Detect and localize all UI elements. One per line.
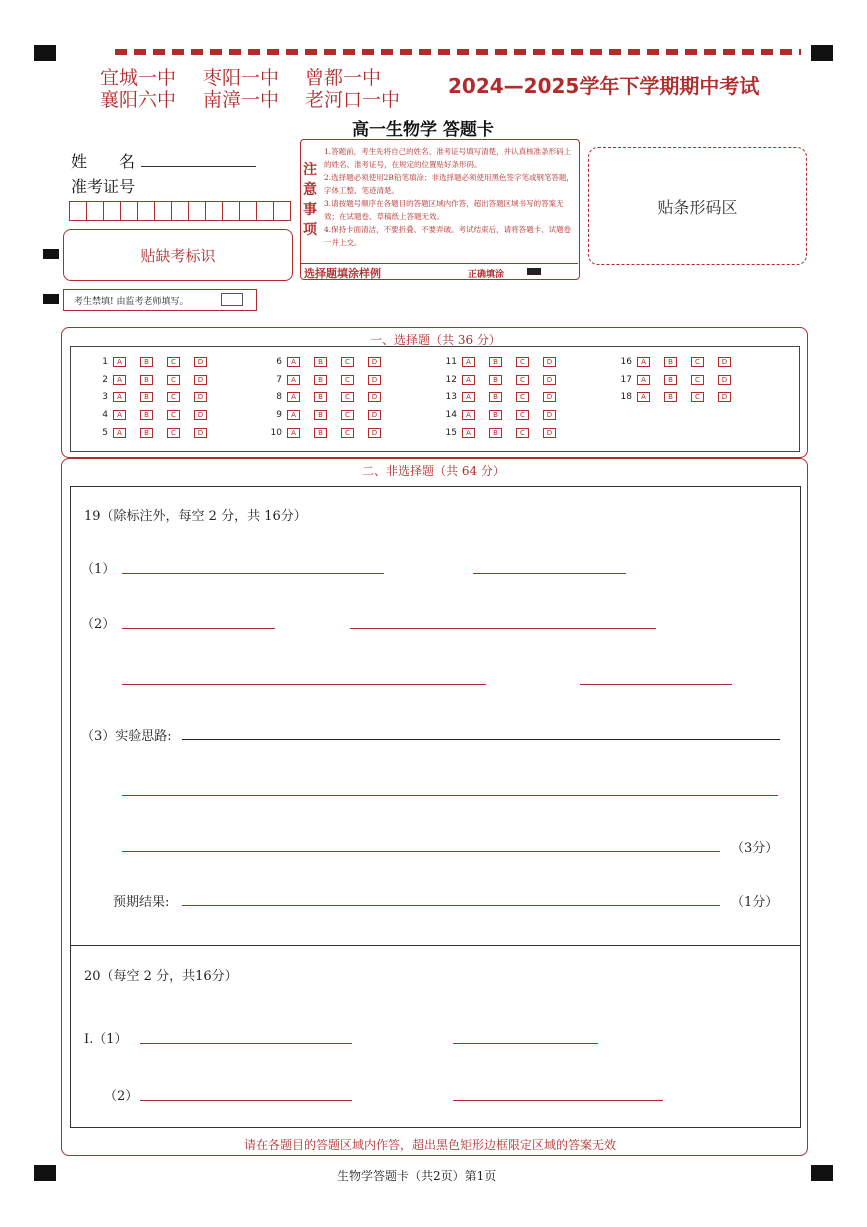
mc-option-17-a[interactable]: A <box>637 375 650 385</box>
mc-option-12-d[interactable]: D <box>543 375 556 385</box>
mc-question-number: 3 <box>102 392 108 402</box>
mc-question-10 <box>262 428 395 438</box>
mc-question-number: 13 <box>445 392 457 402</box>
mc-option-2-d[interactable]: D <box>194 375 207 385</box>
school-4: 襄阳六中 <box>100 89 177 111</box>
mc-option-8-b[interactable]: B <box>314 392 327 402</box>
q20-title: 20（每空 2 分，共16分） <box>84 969 238 984</box>
q19-3-blank-b[interactable] <box>122 795 778 796</box>
school-2: 枣阳一中 <box>203 67 280 89</box>
mc-option-7-c[interactable]: C <box>341 375 354 385</box>
mc-question-12 <box>437 375 570 385</box>
mc-option-15-c[interactable]: C <box>516 428 529 438</box>
mc-option-17-b[interactable]: B <box>664 375 677 385</box>
mc-option-16-b[interactable]: B <box>664 357 677 367</box>
mc-option-5-a[interactable]: A <box>113 428 126 438</box>
registration-mark-top-right <box>811 45 833 61</box>
mc-option-1-d[interactable]: D <box>194 357 207 367</box>
mc-option-7-a[interactable]: A <box>287 375 300 385</box>
mc-option-18-a[interactable]: A <box>637 392 650 402</box>
name-field[interactable] <box>141 148 256 167</box>
mc-option-5-b[interactable]: B <box>140 428 153 438</box>
mc-option-6-c[interactable]: C <box>341 357 354 367</box>
mc-option-18-c[interactable]: C <box>691 392 704 402</box>
registration-mark-left-2 <box>43 294 59 304</box>
mc-option-10-b[interactable]: B <box>314 428 327 438</box>
mc-option-14-c[interactable]: C <box>516 410 529 420</box>
school-5: 南漳一中 <box>203 89 280 111</box>
mc-option-8-a[interactable]: A <box>287 392 300 402</box>
q19-part1-label: （1） <box>81 562 116 577</box>
mc-question-number: 16 <box>620 357 632 367</box>
section2-title: 二、非选择题（共 64 分） <box>362 464 505 478</box>
mc-option-16-a[interactable]: A <box>637 357 650 367</box>
q19-2-blank-a[interactable] <box>122 628 275 629</box>
mc-option-3-c[interactable]: C <box>167 392 180 402</box>
mc-option-9-c[interactable]: C <box>341 410 354 420</box>
q19-3-score: （3分） <box>731 841 779 856</box>
registration-mark-bottom-left <box>34 1165 56 1181</box>
mc-option-8-c[interactable]: C <box>341 392 354 402</box>
exam-id-boxes[interactable] <box>69 201 290 221</box>
mc-option-18-d[interactable]: D <box>718 392 731 402</box>
q20-2-blank-a[interactable] <box>140 1100 352 1101</box>
mc-question-9 <box>262 410 395 420</box>
mc-question-number: 9 <box>276 410 282 420</box>
page-footer: 生物学答题卡（共2页）第1页 <box>337 1169 497 1183</box>
mc-option-11-b[interactable]: B <box>489 357 502 367</box>
q19-3-blank-a[interactable] <box>182 739 780 740</box>
mc-question-number: 7 <box>276 375 282 385</box>
mc-option-6-d[interactable]: D <box>368 357 381 367</box>
footer-warning: 请在各题目的答题区域内作答，超出黑色矩形边框限定区域的答案无效 <box>244 1138 617 1152</box>
q19-2-blank-b[interactable] <box>350 628 656 629</box>
mc-option-1-a[interactable]: A <box>113 357 126 367</box>
mc-option-14-a[interactable]: A <box>462 410 475 420</box>
mc-option-10-a[interactable]: A <box>287 428 300 438</box>
mc-question-number: 15 <box>445 428 457 438</box>
mc-option-4-a[interactable]: A <box>113 410 126 420</box>
q19-title: 19（除标注外，每空 2 分，共 16分） <box>84 509 307 524</box>
mc-option-1-b[interactable]: B <box>140 357 153 367</box>
mc-option-10-c[interactable]: C <box>341 428 354 438</box>
mc-option-11-c[interactable]: C <box>516 357 529 367</box>
mc-option-2-a[interactable]: A <box>113 375 126 385</box>
mc-option-9-a[interactable]: A <box>287 410 300 420</box>
mc-option-10-d[interactable]: D <box>368 428 381 438</box>
mc-option-9-d[interactable]: D <box>368 410 381 420</box>
mc-option-14-b[interactable]: B <box>489 410 502 420</box>
mc-option-16-d[interactable]: D <box>718 357 731 367</box>
school-3: 曾都一中 <box>305 67 382 89</box>
mc-option-11-a[interactable]: A <box>462 357 475 367</box>
school-6: 老河口一中 <box>305 89 401 111</box>
mc-option-8-d[interactable]: D <box>368 392 381 402</box>
correct-fill-label: 正确填涂 <box>468 270 505 280</box>
mc-option-13-a[interactable]: A <box>462 392 475 402</box>
mc-option-18-b[interactable]: B <box>664 392 677 402</box>
mc-option-1-c[interactable]: C <box>167 357 180 367</box>
q19-part3-label: （3）实验思路: <box>81 729 172 744</box>
q19-1-blank-a[interactable] <box>122 573 384 574</box>
mc-question-number: 10 <box>270 428 282 438</box>
name-label: 姓 名 <box>71 152 136 171</box>
barcode-label: 贴条形码区 <box>657 197 738 217</box>
mc-question-2 <box>88 375 221 385</box>
mc-option-2-b[interactable]: B <box>140 375 153 385</box>
mc-question-15 <box>437 428 570 438</box>
mc-question-number: 1 <box>102 357 108 367</box>
mc-question-number: 12 <box>445 375 457 385</box>
q20-1-blank-a[interactable] <box>140 1043 352 1044</box>
mc-question-number: 18 <box>620 392 632 402</box>
mc-option-13-d[interactable]: D <box>543 392 556 402</box>
mc-question-8 <box>262 392 395 402</box>
mc-option-3-b[interactable]: B <box>140 392 153 402</box>
mc-option-6-a[interactable]: A <box>287 357 300 367</box>
q19-3-blank-c[interactable] <box>122 851 720 852</box>
q19-1-blank-b[interactable] <box>473 573 626 574</box>
mc-option-4-d[interactable]: D <box>194 410 207 420</box>
mc-question-14 <box>437 410 570 420</box>
mc-option-7-b[interactable]: B <box>314 375 327 385</box>
q19-2-blank-c[interactable] <box>122 684 486 685</box>
proctor-check-box[interactable] <box>221 293 243 306</box>
mc-question-3 <box>88 392 221 402</box>
mc-option-4-c[interactable]: C <box>167 410 180 420</box>
mc-option-11-d[interactable]: D <box>543 357 556 367</box>
q20-2-blank-b[interactable] <box>453 1100 663 1101</box>
mc-question-18 <box>612 392 745 402</box>
q19-expected-blank[interactable] <box>182 905 720 906</box>
mc-option-12-a[interactable]: A <box>462 375 475 385</box>
mc-option-5-c[interactable]: C <box>167 428 180 438</box>
mc-option-2-c[interactable]: C <box>167 375 180 385</box>
mc-question-13 <box>437 392 570 402</box>
mc-question-5 <box>88 428 221 438</box>
mc-option-12-c[interactable]: C <box>516 375 529 385</box>
mc-question-number: 2 <box>102 375 108 385</box>
header-dashed-line <box>115 49 801 55</box>
notice-item: 2.选择题必须使用2B铅笔填涂；非选择题必须使用黑色签字笔或钢笔答题，字体工整、笔迹清楚。 <box>324 173 574 195</box>
notice-item: 4.保持卡面清洁，不要折叠、不要弄破。考试结束后，请将答题卡、试题卷一并上交。 <box>324 225 572 247</box>
registration-mark-left-1 <box>43 249 59 259</box>
no-fill-note: 考生禁填! 由监考老师填写。 <box>74 297 189 307</box>
registration-mark-bottom-right <box>811 1165 833 1181</box>
fill-sample-label: 选择题填涂样例 <box>304 267 381 280</box>
q19-part2-label: （2） <box>81 617 116 632</box>
mc-option-3-d[interactable]: D <box>194 392 207 402</box>
mc-option-15-d[interactable]: D <box>543 428 556 438</box>
notice-item: 3.请按题号顺序在各题目的答题区域内作答，超出答题区域书写的答案无效；在试题卷、草稿纸上答题无效。 <box>324 199 564 221</box>
mc-question-6 <box>262 357 395 367</box>
mc-option-13-b[interactable]: B <box>489 392 502 402</box>
notice-heading: 注意事项 <box>303 162 317 238</box>
mc-option-6-b[interactable]: B <box>314 357 327 367</box>
mc-option-15-a[interactable]: A <box>462 428 475 438</box>
exam-id-label: 准考证号 <box>71 177 136 196</box>
mc-question-7 <box>262 375 395 385</box>
mc-question-number: 4 <box>102 410 108 420</box>
mc-question-number: 14 <box>445 410 457 420</box>
mc-question-number: 6 <box>276 357 282 367</box>
mc-option-4-b[interactable]: B <box>140 410 153 420</box>
barcode-area <box>588 147 807 265</box>
mc-option-9-b[interactable]: B <box>314 410 327 420</box>
mc-question-11 <box>437 357 570 367</box>
q20-1-blank-b[interactable] <box>453 1043 598 1044</box>
mc-question-4 <box>88 410 221 420</box>
mc-option-17-c[interactable]: C <box>691 375 704 385</box>
q20-part1-label: I.（1） <box>84 1032 128 1047</box>
exam-title: 2024—2025学年下学期期中考试 <box>448 74 760 98</box>
mc-question-number: 17 <box>620 375 632 385</box>
mc-question-number: 8 <box>276 392 282 402</box>
mc-option-16-c[interactable]: C <box>691 357 704 367</box>
mc-option-13-c[interactable]: C <box>516 392 529 402</box>
q19-expected-label: 预期结果: <box>113 895 170 910</box>
mc-option-14-d[interactable]: D <box>543 410 556 420</box>
mc-option-5-d[interactable]: D <box>194 428 207 438</box>
no-fill-note-box <box>63 289 257 311</box>
mc-option-15-b[interactable]: B <box>489 428 502 438</box>
mc-question-number: 11 <box>445 357 457 367</box>
mc-option-12-b[interactable]: B <box>489 375 502 385</box>
notice-item: 1.答题前，考生先将自己的姓名、准考证号填写清楚，并认真核准条形码上的姓名、准考证号，在规定的位置贴好条形码。 <box>324 147 572 169</box>
mc-option-17-d[interactable]: D <box>718 375 731 385</box>
mc-question-16 <box>612 357 745 367</box>
mc-question-17 <box>612 375 745 385</box>
q20-part2-label: （2） <box>104 1089 139 1104</box>
missing-exam-label: 贴缺考标识 <box>140 246 216 265</box>
mc-question-number: 5 <box>102 428 108 438</box>
q19-answer-box <box>70 486 801 946</box>
notice-divider <box>300 263 578 264</box>
correct-fill-sample <box>527 268 541 275</box>
school-1: 宜城一中 <box>100 67 177 89</box>
q19-expected-score: （1分） <box>731 895 779 910</box>
notice-text <box>324 145 574 249</box>
registration-mark-top-left <box>34 45 56 61</box>
q19-2-blank-d[interactable] <box>580 684 732 685</box>
mc-option-3-a[interactable]: A <box>113 392 126 402</box>
mc-option-7-d[interactable]: D <box>368 375 381 385</box>
missing-exam-sticker-area <box>63 229 293 281</box>
mc-question-1 <box>88 357 221 367</box>
section1-title: 一、选择题（共 36 分） <box>370 333 501 347</box>
card-title: 高一生物学 答题卡 <box>352 120 494 140</box>
